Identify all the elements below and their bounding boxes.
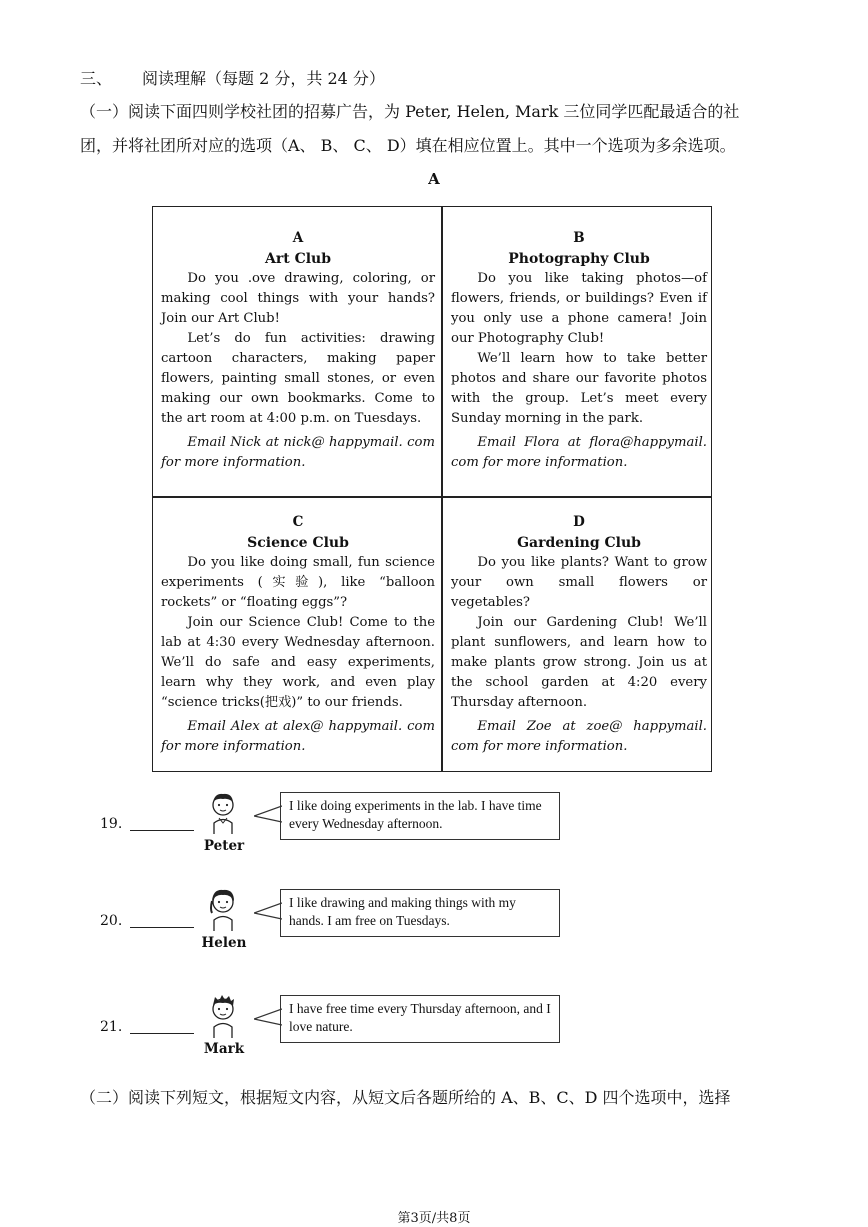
- speech-bubble: I like drawing and making things with my hands. I am free on Tuesdays.: [280, 889, 560, 937]
- club-description: Do you like plants? Want to grow your own small flowers or vegetables?: [451, 555, 707, 610]
- club-contact: Email Nick at nick@ happymail. com for more information.: [161, 435, 435, 470]
- speech-tail-icon: [254, 802, 282, 826]
- answer-blank[interactable]: [130, 927, 194, 928]
- answer-blank[interactable]: [130, 1033, 194, 1034]
- club-activities: Let’s do fun activities: drawing cartoon characters, making paper flowers, painting small stones, or even making our own bookmarks. Come to the art room at 4:00 p.m. on Tuesdays.: [161, 331, 435, 426]
- club-ads-grid: [152, 206, 712, 772]
- club-activities: Join our Science Club! Come to the lab at 4:30 every Wednesday afternoon. We’ll do safe and easy experiments, learn why they work, and even play “science tricks(把戏)” to our friends.: [161, 615, 435, 710]
- question-number: 21.: [100, 1019, 123, 1035]
- question-21: [100, 993, 580, 1083]
- part1-instructions-line1: （一）阅读下面四则学校社团的招募广告，为 Peter, Helen, Mark 三位同学匹配最适合的社: [80, 102, 740, 121]
- girl-avatar-icon: [202, 887, 244, 933]
- question-number: 19.: [100, 816, 123, 832]
- section-title: 阅读理解（每题 2 分，共 24 分）: [142, 69, 385, 88]
- question-20: [100, 887, 580, 977]
- club-description: Do you .ove drawing, coloring, or making cool things with your hands? Join our Art Club!: [161, 271, 435, 326]
- question-19: [100, 790, 580, 880]
- speech-bubble: I have free time every Thursday afternoon, and I love nature.: [280, 995, 560, 1043]
- club-description: Do you like doing small, fun science experiments (实验), like “balloon rockets” or “floating eggs”?: [161, 555, 435, 610]
- speech-bubble: I like doing experiments in the lab. I have time every Wednesday afternoon.: [280, 792, 560, 840]
- club-ad-science: [153, 511, 441, 757]
- answer-blank[interactable]: [130, 830, 194, 831]
- passage-label: A: [428, 170, 440, 188]
- club-name: Photography Club: [508, 251, 650, 267]
- club-ad-gardening: [443, 511, 713, 757]
- club-letter: D: [573, 514, 585, 530]
- student-name: Mark: [203, 1041, 245, 1057]
- grid-divider-horizontal: [153, 496, 711, 498]
- club-letter: B: [573, 230, 585, 246]
- boy-avatar-icon: [202, 790, 244, 836]
- speech-tail-icon: [254, 1005, 282, 1029]
- speech-tail-icon: [254, 899, 282, 923]
- part2-instructions: （二）阅读下列短文，根据短文内容，从短文后各题所给的 A、B、C、D 四个选项中，选择: [80, 1088, 731, 1107]
- student-name: Peter: [203, 838, 245, 854]
- club-letter: A: [292, 230, 304, 246]
- club-ad-art: [153, 227, 441, 473]
- club-activities: Join our Gardening Club! We’ll plant sunflowers, and learn how to make plants grow strong. Join us at the school garden at 4:20 every Thursday afternoon.: [451, 615, 707, 710]
- club-activities: We’ll learn how to take better photos and share our favorite photos with the group. Let’s meet every Sunday morning in the park.: [451, 351, 707, 426]
- boy-avatar-icon: [202, 993, 244, 1039]
- club-name: Gardening Club: [517, 535, 641, 551]
- club-contact: Email Alex at alex@ happymail. com for more information.: [161, 719, 435, 754]
- student-name: Helen: [201, 935, 247, 951]
- club-name: Science Club: [247, 535, 349, 551]
- page-footer: 第3页/共8页: [397, 1211, 471, 1226]
- club-contact: Email Flora at flora@happymail. com for more information.: [451, 435, 707, 470]
- club-name: Art Club: [264, 251, 331, 267]
- part1-instructions-line2: 团，并将社团所对应的选项（A、 B、 C、 D）填在相应位置上。其中一个选项为多余选项。: [80, 136, 736, 155]
- club-contact: Email Zoe at zoe@ happymail. com for more information.: [451, 719, 707, 754]
- club-letter: C: [292, 514, 304, 530]
- section-number: 三、: [80, 69, 113, 88]
- club-description: Do you like taking photos—of flowers, friends, or buildings? Even if you only use a phone camera! Join our Photography Club!: [451, 271, 707, 346]
- club-ad-photography: [443, 227, 713, 473]
- question-number: 20.: [100, 913, 123, 929]
- section-heading: [80, 66, 385, 89]
